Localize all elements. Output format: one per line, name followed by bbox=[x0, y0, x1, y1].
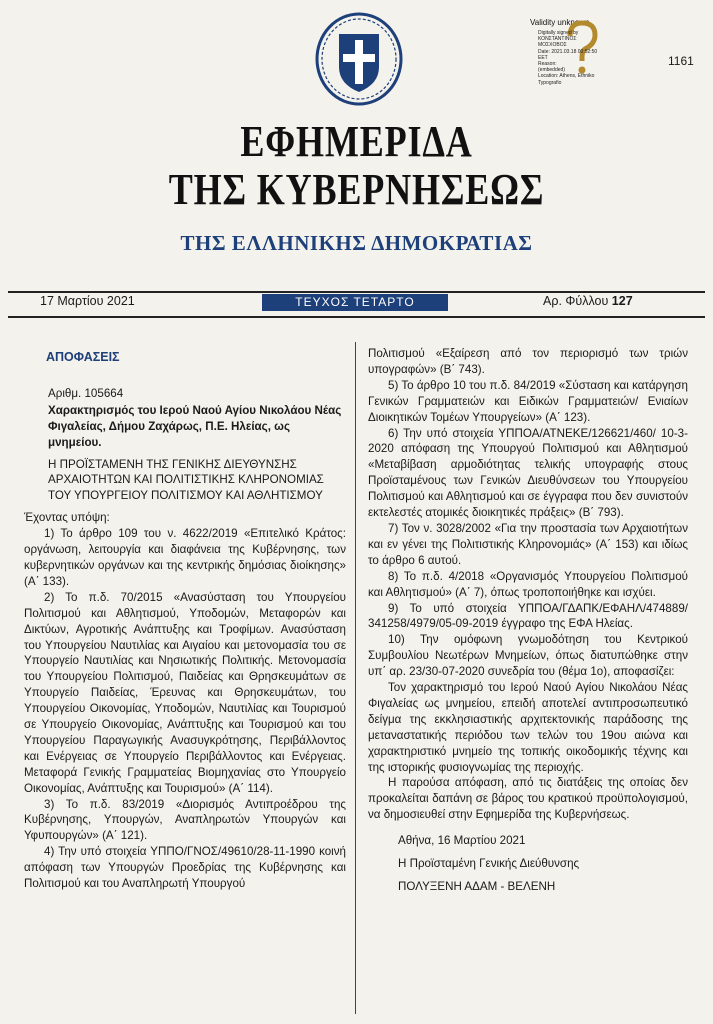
signature-line: Digitally signed by bbox=[538, 30, 579, 36]
signature-line: EET bbox=[538, 54, 548, 61]
paragraph: 7) Τον ν. 3028/2002 «Για την προστασία των Αρχαιοτήτων και εν γένει της Πολιτιστικής Κληρονομιάς» (Α΄ 153) και ιδίως το άρθρο 6 αυτού. bbox=[368, 521, 688, 567]
signature-line: ΚΟΝΣΤΑΝΤΙΝΟΣ bbox=[538, 36, 577, 43]
column-divider bbox=[355, 342, 356, 1014]
paragraph-continuation: Πολιτισμού «Εξαίρεση από τον περιορισμό των τριών υπογραφών» (Β΄ 743). bbox=[368, 347, 688, 376]
paragraph: 4) Την υπό στοιχεία ΥΠΠΟ/ΓΝΟΣ/49610/28-11-1990 κοινή απόφαση των Υπουργών Προεδρίας της Κυβέρνησης και Πολιτισμού και του Αναπληρωτή Υπουργού bbox=[24, 845, 346, 891]
section-heading: ΑΠΟΦΑΣΕΙΣ bbox=[46, 350, 120, 364]
paragraph: 10) Την ομόφωνη γνωμοδότηση του Κεντρικού Συμβουλίου Νεωτέρων Μνημείων, όπως διατυπώθηκε στην υπ΄ αρ. 23/30-07-2020 συνεδρία του (θέμα 1ο), αποφασίζει: bbox=[368, 633, 688, 679]
signature-validity: Validity unknown bbox=[530, 18, 590, 27]
signature-line: Typografio bbox=[538, 79, 562, 86]
signature-line: Location: Athens, Ethnikο bbox=[538, 73, 595, 80]
sheet-number bbox=[543, 294, 633, 308]
signer-name: ΠΟΛΥΞΕΝΗ ΑΔΑΜ - ΒΕΛΕΝΗ bbox=[398, 880, 556, 893]
masthead-subtitle: ΤΗΣ ΕΛΛΗΝΙΚΗΣ ΔΗΜΟΚΡΑΤΙΑΣ bbox=[180, 231, 533, 255]
masthead-title: ΕΦΗΜΕΡΙΔΑ bbox=[240, 117, 473, 166]
signature-line: Date: 2021.03.18 00:52:50 bbox=[538, 48, 598, 55]
publication-clause: Η παρούσα απόφαση, από τις διατάξεις της οποίας δεν προκαλείται δαπάνη σε βάρος του κρατικού προϋπολογισμού, να δημοσιευθεί στην Εφημερίδα της Κυβερνήσεως. bbox=[368, 776, 688, 822]
paragraph: 8) Το π.δ. 4/2018 «Οργανισμός Υπουργείου Πολιτισμού και Αθλητισμού» (Α΄ 7), όπως τροποποιήθηκε και ισχύει. bbox=[368, 569, 688, 599]
intro-text: Έχοντας υπόψη: bbox=[24, 511, 110, 525]
issue-date: 17 Μαρτίου 2021 bbox=[40, 294, 135, 308]
sheet-number-label: Αρ. Φύλλου bbox=[543, 294, 609, 308]
paragraph: 1) Το άρθρο 109 του ν. 4622/2019 «Επιτελικό Κράτος: οργάνωση, λειτουργία και διαφάνεια της Κυβέρνησης, των κυβερνητικών οργάνων και της κεντρικής δημόσιας διοίκησης» (Α΄ 133). bbox=[24, 527, 346, 588]
greek-coat-of-arms-icon bbox=[314, 12, 404, 106]
signer-title: Η Προϊσταμένη Γενικής Διεύθυνσης bbox=[398, 857, 580, 871]
decision-subject: Χαρακτηρισμός του Ιερού Ναού Αγίου Νικολάου Νέας Φιγαλείας, Δήμου Ζαχάρως, Π.Ε. Ηλείας, ως μνημείου. bbox=[48, 403, 342, 449]
issue-volume: ΤΕΥΧΟΣ ΤΕΤΑΡΤΟ bbox=[262, 294, 448, 311]
signature-line: Reason: bbox=[538, 61, 557, 68]
place-date: Αθήνα, 16 Μαρτίου 2021 bbox=[398, 834, 526, 848]
right-column bbox=[368, 346, 688, 902]
paragraph: 5) Το άρθρο 10 του π.δ. 84/2019 «Σύσταση και κατάργηση Γενικών Γραμματειών και Ειδικών Γραμματειών/ Ενιαίων Διοικητικών Τομέων Υπουργείων» (Α΄ 123). bbox=[368, 378, 688, 424]
sheet-number-value: 127 bbox=[611, 294, 633, 308]
signature-details bbox=[538, 30, 597, 86]
signature-line: (embedded) bbox=[538, 67, 565, 74]
paragraph: 9) Το υπό στοιχεία ΥΠΠΟΑ/ΓΔΑΠΚ/ΕΦΑΗΛ/474889/ 341258/4979/05-09-2019 έγγραφο της ΕΦΑ Ηλείας. bbox=[368, 601, 688, 631]
decision-number: Αριθμ. 105664 bbox=[48, 386, 124, 400]
digital-signature-badge bbox=[520, 18, 630, 92]
page-number: 1161 bbox=[668, 54, 694, 68]
paragraph: 3) Το π.δ. 83/2019 «Διορισμός Αντιπροέδρου της Κυβέρνησης, Υπουργών, Αναπληρωτών Υπουργών και Υφυπουργών» (Α΄ 121). bbox=[24, 797, 346, 843]
signature-line: ΜΟΣΧΟΒΟΣ bbox=[538, 42, 567, 49]
issuing-authority: Η ΠΡΟΪΣΤΑΜΕΝΗ ΤΗΣ ΓΕΝΙΚΗΣ ΔΙΕΥΘΥΝΣΗΣ ΑΡΧΑΙΟΤΗΤΩΝ ΚΑΙ ΠΟΛΙΤΙΣΤΙΚΗΣ ΚΛΗΡΟΝΟΜΙΑΣ ΤΟΥ ΥΠΟΥΡΓΕΙΟΥ ΠΟΛΙΤΙΣΜΟΥ ΚΑΙ ΑΘΛΗΤΙΣΜΟΥ bbox=[48, 457, 324, 503]
header-rule-bottom bbox=[8, 316, 705, 318]
paragraph: 6) Την υπό στοιχεία ΥΠΠΟΑ/ΑΤΝΕΚΕ/126621/460/ 10-3-2020 απόφαση της Υπουργού Πολιτισμού και Αθλητισμού «Μεταβίβαση αρμοδιότητας τελικής υπογραφής στους Προϊσταμένους των Γενικών Διευθύνσεων του Υπουργείου Πολιτισμού και Αθλητισμού και σε έγγραφα που δεν συνιστούν εκτελεστές ατομικές διοικητικές πράξεις» (Β΄ 793). bbox=[368, 426, 688, 520]
masthead-title-line2: ΤΗΣ ΚΥΒΕΡΝΗΣΕΩΣ bbox=[168, 165, 545, 214]
left-column bbox=[24, 350, 346, 892]
paragraph: 2) Το π.δ. 70/2015 «Ανασύσταση του Υπουργείου Πολιτισμού και Αθλητισμού, Υποδομών, Μεταφορών και Δικτύων, Αγροτικής Ανάπτυξης και Τροφίμων. Ανασύσταση του Υπουργείου Ναυτιλίας και Αιγαίου και μετονομασία του σε Υπουργείο Ναυτιλίας και Νησιωτικής Πολιτικής. Μετονομασία του Υπουργείου Πολιτισμού, Παιδείας και Θρησκευμάτων σε Υπουργείο Παιδείας, Έρευνας και Θρησκευμάτων, του Υπουργείου Οικονομίας, Υποδομών, Ναυτιλίας και Τουρισμού σε Υπουργείο Οικονομίας, Ανάπτυξης και Τουρισμού και του Υπουργείου Παραγωγικής Ανασυγκρότησης, Περιβάλλοντος και Ενέργειας σε Υπουργείο Περιβάλλοντος και Ενέργειας. Μεταφορά Γενικής Γραμματείας Βιομηχανίας στο Υπουργείο Οικονομίας, Ανάπτυξης και Τουρισμού» (Α΄ 114). bbox=[24, 590, 346, 795]
decision-text: Τον χαρακτηρισμό του Ιερού Ναού Αγίου Νικολάου Νέας Φιγαλείας ως μνημείου, επειδή αποτελεί αντιπροσωπευτικό δείγμα της εκκλησιαστικής αρχιτεκτονικής παράδοσης της μεταναστατικής περιόδου των τελών του 19ου αιώνα και χαρακτηριστικό μνημείο της τοπικής οικοδομικής τέχνης και της ιστορικής φυσιογνωμίας της περιοχής. bbox=[368, 681, 688, 774]
header-rule-top bbox=[8, 291, 705, 293]
signature-block bbox=[398, 833, 688, 895]
